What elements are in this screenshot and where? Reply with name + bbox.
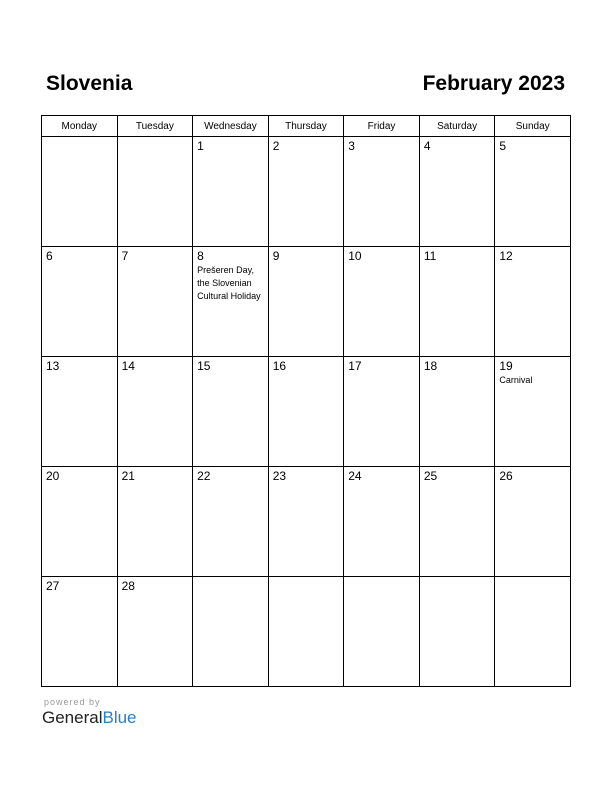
day-cell bbox=[344, 467, 420, 577]
week-row bbox=[42, 577, 571, 687]
holiday-label: Carnival bbox=[499, 375, 533, 385]
day-cell bbox=[344, 247, 420, 357]
day-cell bbox=[495, 247, 571, 357]
weekday-header-row bbox=[42, 116, 571, 137]
day-number: 19 bbox=[499, 359, 513, 373]
day-cell bbox=[193, 137, 269, 247]
day-number: 5 bbox=[499, 139, 507, 153]
week-row bbox=[42, 467, 571, 577]
day-number: 14 bbox=[121, 359, 135, 373]
day-cell bbox=[42, 137, 118, 247]
day-number: 18 bbox=[423, 359, 438, 373]
day-cell bbox=[419, 357, 495, 467]
day-number: 20 bbox=[46, 469, 60, 483]
day-cell bbox=[42, 247, 118, 357]
week-row bbox=[42, 357, 571, 467]
day-cell bbox=[268, 357, 344, 467]
week-row bbox=[42, 137, 571, 247]
day-number: 15 bbox=[197, 359, 211, 373]
day-cell bbox=[344, 577, 420, 687]
day-cell bbox=[268, 577, 344, 687]
day-cell bbox=[495, 137, 571, 247]
day-number: 12 bbox=[499, 249, 513, 263]
day-cell bbox=[268, 137, 344, 247]
day-cell bbox=[419, 577, 495, 687]
day-number: 13 bbox=[46, 359, 60, 373]
weekday-header: Sunday bbox=[495, 116, 571, 137]
day-number: 26 bbox=[499, 469, 513, 483]
weekday-header: Wednesday bbox=[193, 116, 269, 137]
day-number: 6 bbox=[46, 249, 53, 263]
month-title: February 2023 bbox=[422, 72, 565, 95]
day-cell bbox=[495, 577, 571, 687]
day-cell bbox=[268, 247, 344, 357]
brand-blue: Blue bbox=[102, 708, 137, 727]
day-cell bbox=[42, 467, 118, 577]
day-cell bbox=[117, 467, 193, 577]
day-number: 8 bbox=[197, 249, 204, 263]
day-cell bbox=[117, 357, 193, 467]
day-number: 2 bbox=[272, 139, 280, 153]
day-number: 21 bbox=[121, 469, 135, 483]
weekday-header: Tuesday bbox=[117, 116, 193, 137]
day-number: 24 bbox=[348, 469, 362, 483]
day-number: 23 bbox=[272, 469, 287, 483]
day-cell bbox=[495, 467, 571, 577]
day-number: 25 bbox=[423, 469, 438, 483]
day-number: 4 bbox=[423, 139, 431, 153]
day-cell bbox=[495, 357, 571, 467]
day-cell bbox=[344, 137, 420, 247]
brand-general: General bbox=[42, 708, 103, 727]
day-number: 27 bbox=[46, 579, 60, 593]
day-number: 7 bbox=[121, 249, 129, 263]
day-number: 11 bbox=[423, 249, 437, 263]
powered-by-text: powered by bbox=[44, 697, 101, 707]
day-cell bbox=[117, 577, 193, 687]
day-number: 28 bbox=[121, 579, 135, 593]
calendar-grid bbox=[41, 115, 571, 687]
day-number: 17 bbox=[348, 359, 362, 373]
weekday-header: Saturday bbox=[419, 116, 495, 137]
day-cell bbox=[193, 577, 269, 687]
generalblue-logo[interactable] bbox=[42, 708, 137, 728]
weekday-header: Friday bbox=[344, 116, 420, 137]
day-cell bbox=[419, 137, 495, 247]
day-cell bbox=[42, 357, 118, 467]
day-number: 22 bbox=[197, 469, 211, 483]
weekday-header: Monday bbox=[42, 116, 118, 137]
day-cell bbox=[42, 577, 118, 687]
day-number: 16 bbox=[272, 359, 287, 373]
holiday-label: Prešeren Day, the Slovenian Cultural Holiday bbox=[197, 265, 261, 301]
day-cell bbox=[193, 357, 269, 467]
day-number: 10 bbox=[348, 249, 362, 263]
day-cell bbox=[268, 467, 344, 577]
day-cell bbox=[193, 467, 269, 577]
day-cell bbox=[419, 247, 495, 357]
country-title: Slovenia bbox=[46, 72, 133, 95]
day-number: 3 bbox=[348, 139, 355, 153]
day-cell bbox=[419, 467, 495, 577]
day-cell bbox=[344, 357, 420, 467]
day-cell bbox=[193, 247, 269, 357]
weekday-header: Thursday bbox=[268, 116, 344, 137]
day-number: 1 bbox=[197, 139, 204, 153]
day-cell bbox=[117, 137, 193, 247]
day-number: 9 bbox=[272, 249, 280, 263]
week-row bbox=[42, 247, 571, 357]
day-cell bbox=[117, 247, 193, 357]
